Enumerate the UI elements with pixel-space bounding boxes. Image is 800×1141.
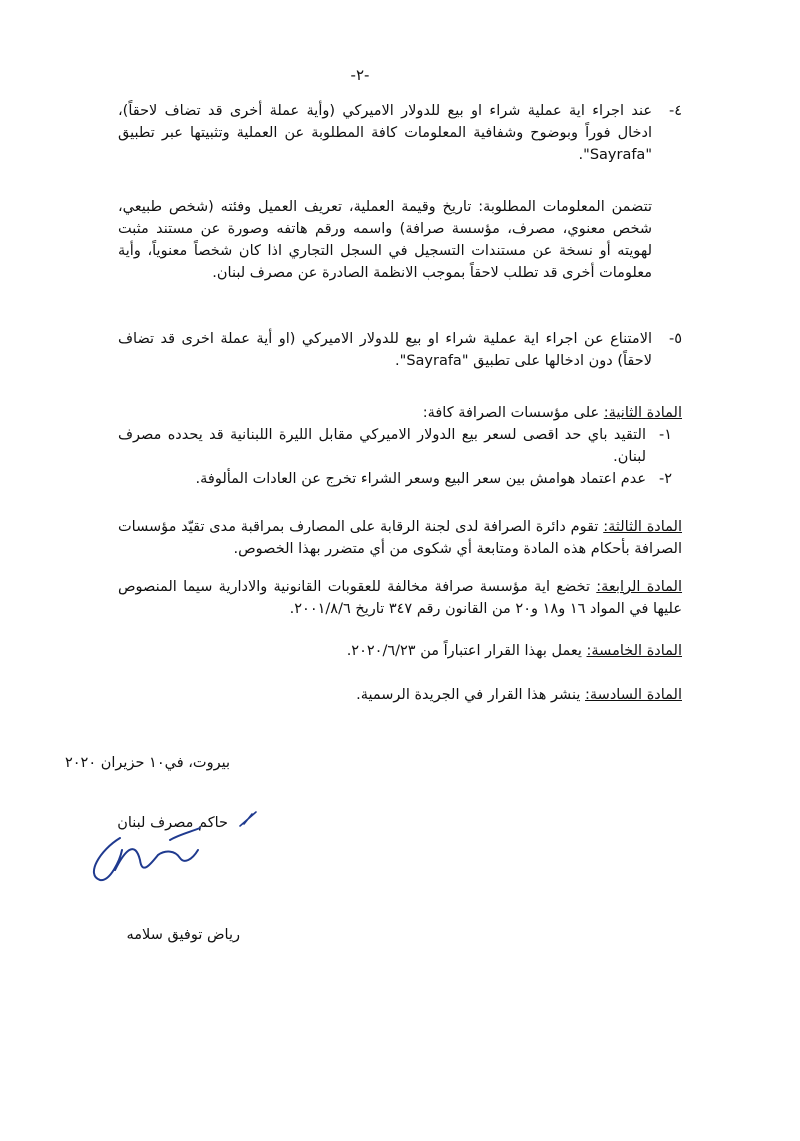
sub-text: التقيد باي حد اقصى لسعر بيع الدولار الاميركي مقابل الليرة اللبنانية قد يحدده مصرف لبنان. bbox=[118, 427, 646, 465]
signer-name: رياض توفيق سلامه bbox=[126, 927, 240, 943]
article-text: تخضع اية مؤسسة صرافة مخالفة للعقوبات القانونية والادارية سيما المنصوص عليها في المواد ١٦ و١٨ و٢٠ من القانون رقم ٣٤٧ تاريخ ٢٠٠١/٨/٦. bbox=[118, 579, 682, 617]
article-text: تقوم دائرة الصرافة لدى لجنة الرقابة على المصارف بمراقبة مدى تقيّد مؤسسات الصرافة بأحكام هذه المادة ومتابعة أي شكوى من أي متضرر بهذا الخصوص. bbox=[118, 519, 682, 557]
article-4 bbox=[118, 576, 682, 620]
sub-number: ١- bbox=[658, 427, 672, 443]
article-3 bbox=[118, 516, 682, 560]
sub-text: عدم اعتماد هوامش بين سعر البيع وسعر الشراء تخرج عن العادات المألوفة. bbox=[195, 471, 646, 487]
article-label: المادة السادسة: bbox=[585, 687, 682, 703]
clause-text: عند اجراء اية عملية شراء او بيع للدولار الاميركي (وأية عملة أخرى قد تضاف لاحقاً)، ادخال فوراً وبوضوح وشفافية المعلومات كافة المطلوبة عن العملية وتثبيتها عبر تطبيق "Sayrafa". bbox=[118, 103, 652, 163]
article-5 bbox=[118, 640, 682, 662]
clause-number: ٥- bbox=[668, 331, 682, 347]
sub-clause-1 bbox=[118, 424, 672, 468]
article-text: ينشر هذا القرار في الجريدة الرسمية. bbox=[356, 687, 581, 703]
sub-clause-2 bbox=[118, 468, 672, 490]
signature-mark bbox=[80, 820, 230, 900]
article-label: المادة الرابعة: bbox=[596, 579, 683, 595]
clause-text: الامتناع عن اجراء اية عملية شراء او بيع للدولار الاميركي (او أية عملة اخرى قد تضاف لاحقاً) دون ادخالها على تطبيق "Sayrafa". bbox=[118, 331, 652, 369]
article-label: المادة الثانية: bbox=[603, 405, 682, 421]
paragraph-text: تتضمن المعلومات المطلوبة: تاريخ وقيمة العملية، تعريف العميل وفئته (شخص طبيعي، شخص معنوي، مصرف، مؤسسة صرافة) واسمه ورقم هاتفه وصورة عن مستند مثبت لهويته أو نسخة عن مستندات التسجيل في السجل التجاري اذا كان شخصاً معنوياً، وأية معلومات أخرى قد تطلب لاحقاً بموجب الانظمة الصادرة عن مصرف لبنان. bbox=[118, 199, 652, 281]
article-text: يعمل بهذا القرار اعتباراً من ٢٠٢٠/٦/٢٣. bbox=[346, 643, 582, 659]
article-intro: على مؤسسات الصرافة كافة: bbox=[422, 405, 600, 421]
article-6 bbox=[118, 684, 682, 706]
signer-title: حاكم مصرف لبنان bbox=[117, 815, 228, 831]
article-2 bbox=[118, 402, 682, 490]
page-number: -٢- bbox=[350, 66, 370, 84]
clause-4 bbox=[118, 100, 682, 166]
required-info-paragraph bbox=[118, 196, 682, 284]
clause-5 bbox=[118, 328, 682, 372]
place-date: بيروت، في١٠ حزيران ٢٠٢٠ bbox=[64, 755, 230, 771]
article-label: المادة الثالثة: bbox=[603, 519, 682, 535]
tick-mark bbox=[236, 810, 260, 830]
sub-number: ٢- bbox=[658, 471, 672, 487]
article-label: المادة الخامسة: bbox=[586, 643, 682, 659]
clause-number: ٤- bbox=[668, 103, 682, 119]
